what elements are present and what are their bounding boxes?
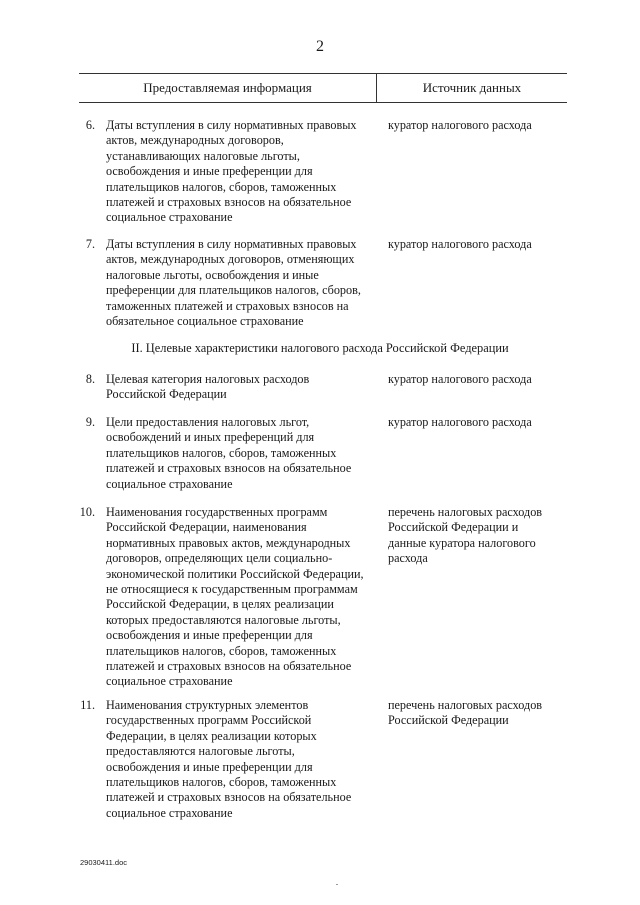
row-source: перечень налоговых расходов Российской Федерации (388, 698, 543, 728)
row-source: куратор налогового расхода (388, 372, 532, 386)
header-column-information: Предоставляемая информация (143, 80, 312, 95)
page-number: 2 (316, 38, 324, 55)
row-information: Целевая категория налоговых расходов Российской Федерации (106, 372, 310, 402)
row-information: Цели предоставления налоговых льгот, освобождений и иных преференций для плательщиков налогов, сборов, таможенных платежей и страховых взносов на обязательное социальное страхование (106, 415, 352, 491)
row-source: куратор налогового расхода (388, 118, 532, 132)
row-number: 6. (85, 118, 95, 132)
row-number: 11. (80, 698, 95, 712)
row-number: 7. (85, 237, 95, 251)
row-source: куратор налогового расхода (388, 237, 532, 251)
row-information: Даты вступления в силу нормативных правовых актов, международных договоров, устанавливающих налоговые льготы, освобождения и иные преференции для плательщиков налогов, сборов, таможенных платежей и страховых взносов на обязательное социальное страхование (106, 118, 357, 225)
table-header (79, 73, 567, 103)
header-column-source: Источник данных (422, 80, 522, 95)
footer-file-code: 29030411.doc (80, 858, 127, 867)
scan-speck (336, 884, 338, 885)
row-information: Наименования структурных элементов государственных программ Российской Федерации, в целях реализации которых предоставляются налоговые льготы, освобождения и иные преференции для плательщиков налогов, сборов, таможенных платежей и страховых взносов на обязательное социальное страхование (106, 698, 352, 820)
row-information: Наименования государственных программ Российской Федерации, наименования нормативных правовых актов, международных договоров, определяющих цели социально- экономической политики Российской Федерации, не относящиеся к государственным программам Российской Федерации, в целях реализации которых предоставляются налоговые льготы, освобождения и иные преференции для плательщиков налогов, сборов, таможенных платежей и страховых взносов на обязательное социальное страхование (106, 505, 364, 689)
section-title: II. Целевые характеристики налогового расхода Российской Федерации (131, 341, 509, 355)
row-number: 10. (79, 505, 95, 519)
row-number: 9. (85, 415, 95, 429)
row-number: 8. (85, 372, 95, 386)
row-source: куратор налогового расхода (388, 415, 532, 429)
row-information: Даты вступления в силу нормативных правовых актов, международных договоров, отменяющих налоговые льготы, освобождения и иные преференции для плательщиков налогов, сборов, таможенных платежей и страховых взносов на обязательное социальное страхование (106, 237, 361, 329)
row-source: перечень налоговых расходов Российской Федерации и данные куратора налогового расхода (388, 505, 543, 566)
